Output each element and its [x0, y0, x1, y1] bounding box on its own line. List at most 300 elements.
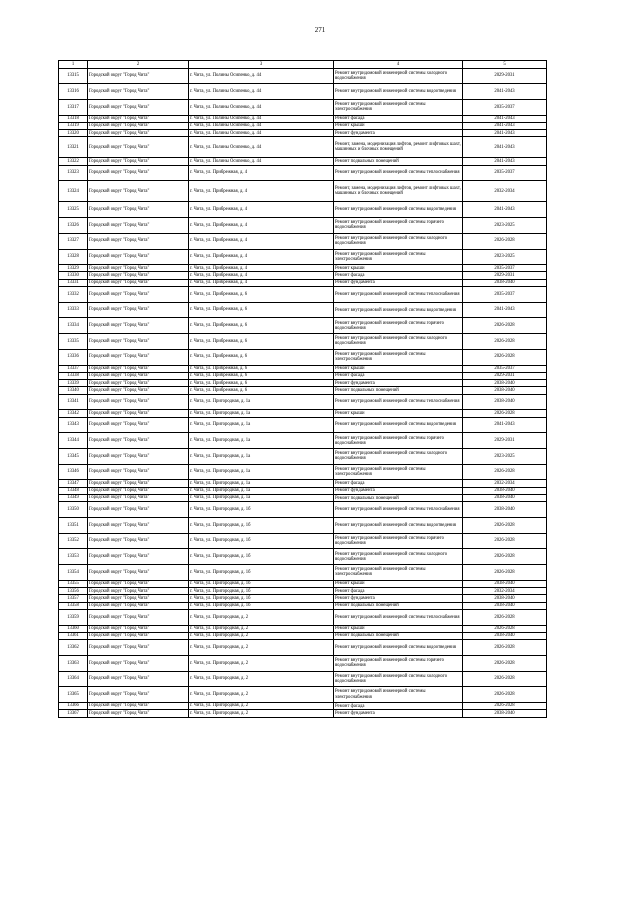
table-row	[59, 387, 547, 394]
period-cell: 2041-2043	[463, 417, 547, 433]
column-header: 5	[463, 61, 547, 69]
work-type-cell: Ремонт внутридомовой инженерной системы горячего водоснабжения	[334, 218, 463, 234]
row-number-cell: 13356	[59, 588, 88, 595]
address-cell: г. Чита, ул. Пригородная, д. 1б	[189, 588, 334, 595]
work-type-cell: Ремонт подвальных помещений	[334, 602, 463, 609]
row-number-cell: 13321	[59, 137, 88, 158]
work-type-cell: Ремонт подвальных помещений	[334, 495, 463, 502]
municipality-cell: Городской округ "Город Чита"	[88, 449, 189, 465]
municipality-cell: Городской округ "Город Чита"	[88, 130, 189, 137]
address-cell: г. Чита, ул. Прибрежная, д. 4	[189, 165, 334, 181]
table-row	[59, 533, 547, 549]
municipality-cell: Городской округ "Город Чита"	[88, 480, 189, 487]
municipality-cell: Городской округ "Город Чита"	[88, 394, 189, 410]
period-cell: 2026-2028	[463, 671, 547, 687]
row-number-cell: 13357	[59, 595, 88, 602]
row-number-cell: 13342	[59, 410, 88, 417]
table-row	[59, 165, 547, 181]
table-row	[59, 115, 547, 122]
municipality-cell: Городской округ "Город Чита"	[88, 372, 189, 379]
period-cell: 2038-2040	[463, 502, 547, 518]
work-type-cell: Ремонт внутридомовой инженерной системы теплоснабжения	[334, 609, 463, 625]
row-number-cell: 13349	[59, 495, 88, 502]
work-type-cell: Ремонт внутридомовой инженерной системы холодного водоснабжения	[334, 549, 463, 565]
work-type-cell: Ремонт внутридомовой инженерной системы горячего водоснабжения	[334, 433, 463, 449]
row-number-cell: 13331	[59, 279, 88, 286]
work-type-cell: Ремонт внутридомовой инженерной системы электроснабжения	[334, 565, 463, 581]
work-type-cell: Ремонт внутридомовой инженерной системы электроснабжения	[334, 99, 463, 115]
table-row	[59, 487, 547, 494]
table-row	[59, 130, 547, 137]
address-cell: г. Чита, ул. Прибрежная, д. 6	[189, 287, 334, 303]
table-row	[59, 181, 547, 202]
row-number-cell: 13354	[59, 565, 88, 581]
address-cell: г. Чита, ул. Пригородная, д. 1б	[189, 518, 334, 534]
municipality-cell: Городской округ "Город Чита"	[88, 588, 189, 595]
row-number-cell: 13341	[59, 394, 88, 410]
municipality-cell: Городской округ "Город Чита"	[88, 549, 189, 565]
municipality-cell: Городской округ "Город Чита"	[88, 272, 189, 279]
municipality-cell: Городской округ "Город Чита"	[88, 165, 189, 181]
address-cell: г. Чита, ул. Прибрежная, д. 4	[189, 265, 334, 272]
row-number-cell: 13355	[59, 580, 88, 587]
period-cell: 2032-2034	[463, 588, 547, 595]
municipality-cell: Городской округ "Город Чита"	[88, 417, 189, 433]
period-cell: 2026-2028	[463, 609, 547, 625]
table-header-row	[59, 61, 547, 69]
table-row	[59, 68, 547, 84]
table-row	[59, 655, 547, 671]
table-row	[59, 84, 547, 100]
address-cell: г. Чита, ул. Прибрежная, д. 4	[189, 202, 334, 218]
work-type-cell: Ремонт внутридомовой инженерной системы электроснабжения	[334, 249, 463, 265]
period-cell: 2041-2043	[463, 302, 547, 318]
table-row	[59, 464, 547, 480]
row-number-cell: 13366	[59, 702, 88, 709]
municipality-cell: Городской округ "Город Чита"	[88, 602, 189, 609]
address-cell: г. Чита, ул. Прибрежная, д. 6	[189, 349, 334, 365]
period-cell: 2035-2037	[463, 365, 547, 372]
capital-repair-table	[58, 60, 547, 718]
period-cell: 2026-2028	[463, 334, 547, 350]
table-row	[59, 272, 547, 279]
address-cell: г. Чита, ул. Пригородная, д. 1а	[189, 487, 334, 494]
municipality-cell: Городской округ "Город Чита"	[88, 318, 189, 334]
address-cell: г. Чита, ул. Прибрежная, д. 6	[189, 302, 334, 318]
municipality-cell: Городской округ "Город Чита"	[88, 233, 189, 249]
address-cell: г. Чита, ул. Прибрежная, д. 4	[189, 272, 334, 279]
row-number-cell: 13365	[59, 687, 88, 703]
table-row	[59, 602, 547, 609]
period-cell: 2035-2037	[463, 165, 547, 181]
work-type-cell: Ремонт внутридомовой инженерной системы водоотведения	[334, 84, 463, 100]
address-cell: г. Чита, ул. Пригородная, д. 2	[189, 632, 334, 639]
row-number-cell: 13328	[59, 249, 88, 265]
period-cell: 2035-2037	[463, 287, 547, 303]
address-cell: г. Чита, ул. Пригородная, д. 1а	[189, 464, 334, 480]
table-body	[59, 68, 547, 717]
address-cell: г. Чита, ул. Полины Осипенко, д. 44	[189, 137, 334, 158]
work-type-cell: Ремонт крыши	[334, 365, 463, 372]
work-type-cell: Ремонт крыши	[334, 265, 463, 272]
work-type-cell: Ремонт внутридомовой инженерной системы теплоснабжения	[334, 287, 463, 303]
work-type-cell: Ремонт фасада	[334, 115, 463, 122]
period-cell: 2023-2025	[463, 249, 547, 265]
row-number-cell: 13327	[59, 233, 88, 249]
work-type-cell: Ремонт внутридомовой инженерной системы электроснабжения	[334, 349, 463, 365]
period-cell: 2026-2028	[463, 464, 547, 480]
municipality-cell: Городской округ "Город Чита"	[88, 334, 189, 350]
address-cell: г. Чита, ул. Прибрежная, д. 4	[189, 218, 334, 234]
column-header: 2	[88, 61, 189, 69]
address-cell: г. Чита, ул. Пригородная, д. 1б	[189, 580, 334, 587]
table-row	[59, 671, 547, 687]
municipality-cell: Городской округ "Город Чита"	[88, 580, 189, 587]
row-number-cell: 13336	[59, 349, 88, 365]
work-type-cell: Ремонт, замена, модернизация лифтов, ремонт лифтовых шахт, машинных и блочных помещений	[334, 181, 463, 202]
work-type-cell: Ремонт внутридомовой инженерной системы теплоснабжения	[334, 165, 463, 181]
page-number: 271	[314, 26, 326, 34]
work-type-cell: Ремонт подвальных помещений	[334, 387, 463, 394]
address-cell: г. Чита, ул. Полины Осипенко, д. 44	[189, 115, 334, 122]
row-number-cell: 13329	[59, 265, 88, 272]
municipality-cell: Городской округ "Город Чита"	[88, 632, 189, 639]
period-cell: 2023-2025	[463, 218, 547, 234]
period-cell: 2041-2043	[463, 158, 547, 165]
table-row	[59, 595, 547, 602]
address-cell: г. Чита, ул. Прибрежная, д. 6	[189, 318, 334, 334]
period-cell: 2038-2040	[463, 279, 547, 286]
table-row	[59, 480, 547, 487]
municipality-cell: Городской округ "Город Чита"	[88, 671, 189, 687]
period-cell: 2026-2028	[463, 640, 547, 656]
address-cell: г. Чита, ул. Пригородная, д. 1б	[189, 533, 334, 549]
row-number-cell: 13319	[59, 122, 88, 129]
address-cell: г. Чита, ул. Пригородная, д. 1а	[189, 449, 334, 465]
table-row	[59, 417, 547, 433]
work-type-cell: Ремонт крыши	[334, 580, 463, 587]
row-number-cell: 13346	[59, 464, 88, 480]
table-row	[59, 632, 547, 639]
period-cell: 2041-2043	[463, 130, 547, 137]
table-row	[59, 158, 547, 165]
work-type-cell: Ремонт крыши	[334, 625, 463, 632]
work-type-cell: Ремонт фасада	[334, 272, 463, 279]
work-type-cell: Ремонт внутридомовой инженерной системы водоотведения	[334, 518, 463, 534]
period-cell: 2026-2028	[463, 533, 547, 549]
period-cell: 2029-2031	[463, 68, 547, 84]
table-row	[59, 99, 547, 115]
municipality-cell: Городской округ "Город Чита"	[88, 640, 189, 656]
work-type-cell: Ремонт внутридомовой инженерной системы электроснабжения	[334, 464, 463, 480]
row-number-cell: 13317	[59, 99, 88, 115]
table-row	[59, 122, 547, 129]
period-cell: 2026-2028	[463, 655, 547, 671]
row-number-cell: 13344	[59, 433, 88, 449]
address-cell: г. Чита, ул. Прибрежная, д. 4	[189, 181, 334, 202]
period-cell: 2038-2040	[463, 602, 547, 609]
period-cell: 2032-2034	[463, 480, 547, 487]
table-row	[59, 710, 547, 717]
table-row	[59, 549, 547, 565]
table-row	[59, 233, 547, 249]
address-cell: г. Чита, ул. Прибрежная, д. 4	[189, 249, 334, 265]
address-cell: г. Чита, ул. Полины Осипенко, д. 44	[189, 99, 334, 115]
period-cell: 2026-2028	[463, 349, 547, 365]
period-cell: 2029-2031	[463, 433, 547, 449]
work-type-cell: Ремонт фундамента	[334, 487, 463, 494]
work-type-cell: Ремонт фундамента	[334, 380, 463, 387]
period-cell: 2038-2040	[463, 595, 547, 602]
period-cell: 2038-2040	[463, 387, 547, 394]
row-number-cell: 13353	[59, 549, 88, 565]
row-number-cell: 13361	[59, 632, 88, 639]
row-number-cell: 13367	[59, 710, 88, 717]
work-type-cell: Ремонт внутридомовой инженерной системы холодного водоснабжения	[334, 671, 463, 687]
period-cell: 2026-2028	[463, 625, 547, 632]
period-cell: 2026-2028	[463, 565, 547, 581]
municipality-cell: Городской округ "Город Чита"	[88, 279, 189, 286]
table-row	[59, 394, 547, 410]
work-type-cell: Ремонт фасада	[334, 702, 463, 709]
work-type-cell: Ремонт внутридомовой инженерной системы холодного водоснабжения	[334, 68, 463, 84]
period-cell: 2041-2043	[463, 115, 547, 122]
municipality-cell: Городской округ "Город Чита"	[88, 349, 189, 365]
row-number-cell: 13343	[59, 417, 88, 433]
municipality-cell: Городской округ "Город Чита"	[88, 495, 189, 502]
row-number-cell: 13340	[59, 387, 88, 394]
municipality-cell: Городской округ "Город Чита"	[88, 387, 189, 394]
table-row	[59, 287, 547, 303]
address-cell: г. Чита, ул. Пригородная, д. 1а	[189, 480, 334, 487]
municipality-cell: Городской округ "Город Чита"	[88, 84, 189, 100]
work-type-cell: Ремонт подвальных помещений	[334, 632, 463, 639]
period-cell: 2038-2040	[463, 710, 547, 717]
period-cell: 2026-2028	[463, 687, 547, 703]
address-cell: г. Чита, ул. Пригородная, д. 2	[189, 687, 334, 703]
table-row	[59, 588, 547, 595]
row-number-cell: 13330	[59, 272, 88, 279]
address-cell: г. Чита, ул. Прибрежная, д. 6	[189, 372, 334, 379]
address-cell: г. Чита, ул. Полины Осипенко, д. 44	[189, 68, 334, 84]
row-number-cell: 13325	[59, 202, 88, 218]
address-cell: г. Чита, ул. Пригородная, д. 1б	[189, 602, 334, 609]
table-row	[59, 372, 547, 379]
row-number-cell: 13362	[59, 640, 88, 656]
table-row	[59, 137, 547, 158]
row-number-cell: 13345	[59, 449, 88, 465]
table-row	[59, 625, 547, 632]
period-cell: 2038-2040	[463, 580, 547, 587]
address-cell: г. Чита, ул. Пригородная, д. 1б	[189, 502, 334, 518]
address-cell: г. Чита, ул. Пригородная, д. 2	[189, 671, 334, 687]
address-cell: г. Чита, ул. Пригородная, д. 2	[189, 655, 334, 671]
address-cell: г. Чита, ул. Полины Осипенко, д. 44	[189, 158, 334, 165]
row-number-cell: 13352	[59, 533, 88, 549]
municipality-cell: Городской округ "Город Чита"	[88, 122, 189, 129]
address-cell: г. Чита, ул. Пригородная, д. 1б	[189, 595, 334, 602]
row-number-cell: 13347	[59, 480, 88, 487]
address-cell: г. Чита, ул. Пригородная, д. 1а	[189, 394, 334, 410]
column-header: 1	[59, 61, 88, 69]
row-number-cell: 13364	[59, 671, 88, 687]
row-number-cell: 13348	[59, 487, 88, 494]
municipality-cell: Городской округ "Город Чита"	[88, 99, 189, 115]
work-type-cell: Ремонт внутридомовой инженерной системы холодного водоснабжения	[334, 449, 463, 465]
address-cell: г. Чита, ул. Прибрежная, д. 6	[189, 334, 334, 350]
table-row	[59, 495, 547, 502]
municipality-cell: Городской округ "Город Чита"	[88, 433, 189, 449]
address-cell: г. Чита, ул. Пригородная, д. 1а	[189, 410, 334, 417]
table-row	[59, 349, 547, 365]
municipality-cell: Городской округ "Город Чита"	[88, 287, 189, 303]
address-cell: г. Чита, ул. Пригородная, д. 2	[189, 710, 334, 717]
work-type-cell: Ремонт фундамента	[334, 279, 463, 286]
work-type-cell: Ремонт подвальных помещений	[334, 158, 463, 165]
table-row	[59, 365, 547, 372]
work-type-cell: Ремонт внутридомовой инженерной системы водоотведения	[334, 302, 463, 318]
address-cell: г. Чита, ул. Полины Осипенко, д. 44	[189, 84, 334, 100]
address-cell: г. Чита, ул. Прибрежная, д. 6	[189, 387, 334, 394]
table-row	[59, 449, 547, 465]
municipality-cell: Городской округ "Город Чита"	[88, 502, 189, 518]
work-type-cell: Ремонт внутридомовой инженерной системы водоотведения	[334, 417, 463, 433]
address-cell: г. Чита, ул. Пригородная, д. 2	[189, 625, 334, 632]
work-type-cell: Ремонт фундамента	[334, 710, 463, 717]
table-row	[59, 380, 547, 387]
row-number-cell: 13315	[59, 68, 88, 84]
period-cell: 2041-2043	[463, 84, 547, 100]
row-number-cell: 13337	[59, 365, 88, 372]
period-cell: 2023-2025	[463, 449, 547, 465]
row-number-cell: 13350	[59, 502, 88, 518]
address-cell: г. Чита, ул. Полины Осипенко, д. 44	[189, 130, 334, 137]
municipality-cell: Городской округ "Город Чита"	[88, 249, 189, 265]
municipality-cell: Городской округ "Город Чита"	[88, 518, 189, 534]
table-row	[59, 518, 547, 534]
municipality-cell: Городской округ "Город Чита"	[88, 158, 189, 165]
row-number-cell: 13351	[59, 518, 88, 534]
municipality-cell: Городской округ "Город Чита"	[88, 365, 189, 372]
municipality-cell: Городской округ "Город Чита"	[88, 265, 189, 272]
period-cell: 2026-2028	[463, 233, 547, 249]
address-cell: г. Чита, ул. Пригородная, д. 1б	[189, 565, 334, 581]
municipality-cell: Городской округ "Город Чита"	[88, 302, 189, 318]
address-cell: г. Чита, ул. Прибрежная, д. 6	[189, 380, 334, 387]
period-cell: 2026-2028	[463, 702, 547, 709]
row-number-cell: 13339	[59, 380, 88, 387]
row-number-cell: 13318	[59, 115, 88, 122]
address-cell: г. Чита, ул. Пригородная, д. 1а	[189, 433, 334, 449]
period-cell: 2029-2031	[463, 372, 547, 379]
work-type-cell: Ремонт внутридомовой инженерной системы теплоснабжения	[334, 394, 463, 410]
column-header: 3	[189, 61, 334, 69]
municipality-cell: Городской округ "Город Чита"	[88, 533, 189, 549]
row-number-cell: 13360	[59, 625, 88, 632]
table-row	[59, 279, 547, 286]
table-row	[59, 433, 547, 449]
municipality-cell: Городской округ "Город Чита"	[88, 609, 189, 625]
work-type-cell: Ремонт внутридомовой инженерной системы водоотведения	[334, 202, 463, 218]
municipality-cell: Городской округ "Город Чита"	[88, 710, 189, 717]
work-type-cell: Ремонт крыши	[334, 410, 463, 417]
municipality-cell: Городской округ "Город Чита"	[88, 625, 189, 632]
work-type-cell: Ремонт внутридомовой инженерной системы электроснабжения	[334, 687, 463, 703]
row-number-cell: 13363	[59, 655, 88, 671]
row-number-cell: 13323	[59, 165, 88, 181]
period-cell: 2026-2028	[463, 318, 547, 334]
table-row	[59, 302, 547, 318]
period-cell: 2038-2040	[463, 487, 547, 494]
row-number-cell: 13335	[59, 334, 88, 350]
work-type-cell: Ремонт фасада	[334, 588, 463, 595]
work-type-cell: Ремонт фасада	[334, 372, 463, 379]
row-number-cell: 13359	[59, 609, 88, 625]
row-number-cell: 13334	[59, 318, 88, 334]
address-cell: г. Чита, ул. Пригородная, д. 2	[189, 702, 334, 709]
table-row	[59, 565, 547, 581]
address-cell: г. Чита, ул. Пригородная, д. 1а	[189, 495, 334, 502]
period-cell: 2038-2040	[463, 380, 547, 387]
table-row	[59, 687, 547, 703]
work-type-cell: Ремонт фундамента	[334, 595, 463, 602]
work-type-cell: Ремонт внутридомовой инженерной системы холодного водоснабжения	[334, 334, 463, 350]
municipality-cell: Городской округ "Город Чита"	[88, 655, 189, 671]
work-type-cell: Ремонт внутридомовой инженерной системы холодного водоснабжения	[334, 233, 463, 249]
table-row	[59, 410, 547, 417]
municipality-cell: Городской округ "Город Чита"	[88, 380, 189, 387]
row-number-cell: 13358	[59, 602, 88, 609]
work-type-cell: Ремонт, замена, модернизация лифтов, ремонт лифтовых шахт, машинных и блочных помещений	[334, 137, 463, 158]
municipality-cell: Городской округ "Город Чита"	[88, 202, 189, 218]
period-cell: 2035-2037	[463, 99, 547, 115]
address-cell: г. Чита, ул. Прибрежная, д. 4	[189, 233, 334, 249]
row-number-cell: 13324	[59, 181, 88, 202]
work-type-cell: Ремонт фасада	[334, 480, 463, 487]
period-cell: 2038-2040	[463, 495, 547, 502]
work-type-cell: Ремонт внутридомовой инженерной системы горячего водоснабжения	[334, 533, 463, 549]
address-cell: г. Чита, ул. Прибрежная, д. 6	[189, 365, 334, 372]
table-row	[59, 502, 547, 518]
municipality-cell: Городской округ "Город Чита"	[88, 410, 189, 417]
table-row	[59, 202, 547, 218]
row-number-cell: 13338	[59, 372, 88, 379]
period-cell: 2032-2034	[463, 181, 547, 202]
period-cell: 2029-2031	[463, 272, 547, 279]
work-type-cell: Ремонт внутридомовой инженерной системы теплоснабжения	[334, 502, 463, 518]
row-number-cell: 13333	[59, 302, 88, 318]
period-cell: 2026-2028	[463, 549, 547, 565]
municipality-cell: Городской округ "Город Чита"	[88, 565, 189, 581]
municipality-cell: Городской округ "Город Чита"	[88, 68, 189, 84]
address-cell: г. Чита, ул. Полины Осипенко, д. 44	[189, 122, 334, 129]
period-cell: 2041-2043	[463, 137, 547, 158]
table-row	[59, 640, 547, 656]
municipality-cell: Городской округ "Город Чита"	[88, 487, 189, 494]
row-number-cell: 13316	[59, 84, 88, 100]
municipality-cell: Городской округ "Город Чита"	[88, 181, 189, 202]
municipality-cell: Городской округ "Город Чита"	[88, 115, 189, 122]
table-row	[59, 318, 547, 334]
table-row	[59, 218, 547, 234]
row-number-cell: 13322	[59, 158, 88, 165]
municipality-cell: Городской округ "Город Чита"	[88, 595, 189, 602]
municipality-cell: Городской округ "Город Чита"	[88, 137, 189, 158]
period-cell: 2026-2028	[463, 410, 547, 417]
table-row	[59, 702, 547, 709]
work-type-cell: Ремонт внутридомовой инженерной системы водоотведения	[334, 640, 463, 656]
work-type-cell: Ремонт фундамента	[334, 130, 463, 137]
